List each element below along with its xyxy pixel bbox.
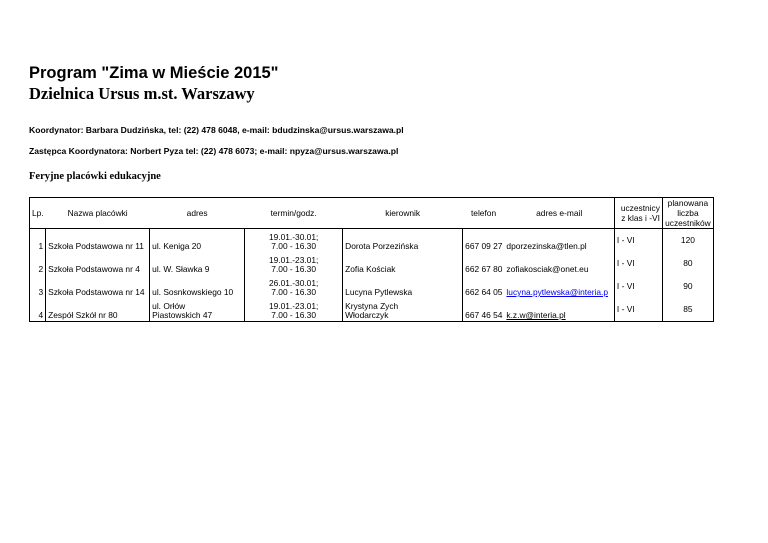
deputy-coordinator-info: Zastępca Koordynatora: Norbert Pyza tel: (22) 478 6073; e-mail: npyza@ursus.warszawa.pl	[29, 146, 399, 156]
cell-term-line1: 19.01.-23.01;	[268, 255, 319, 265]
cell-term-line2: 7.00 - 16.30	[271, 287, 316, 297]
cell-participants: I - VI	[614, 229, 662, 253]
cell-phone: 662 67 80	[463, 252, 505, 275]
cell-term-line2: 7.00 - 16.30	[271, 264, 316, 274]
cell-planned: 80	[662, 252, 713, 275]
cell-manager-line1: Lucyna Pytlewska	[345, 287, 413, 297]
header-lp: Lp.	[30, 198, 46, 229]
table-row	[30, 298, 714, 322]
cell-term-line1: 19.01.-30.01;	[268, 232, 319, 242]
section-heading: Feryjne placówki edukacyjne	[29, 171, 161, 182]
header-participants-line1: uczestnicy	[620, 203, 660, 213]
cell-planned: 85	[662, 298, 713, 322]
cell-address	[150, 229, 245, 253]
header-planned	[662, 198, 713, 229]
cell-address-line2: Piastowskich 47	[152, 310, 213, 320]
email-link[interactable]: lucyna.pytlewska@interia.p	[506, 287, 609, 297]
header-term: termin/godz.	[245, 198, 343, 229]
cell-manager-line2: Włodarczyk	[345, 310, 389, 320]
header-planned-line2: liczba	[677, 208, 699, 218]
cell-participants: I - VI	[614, 275, 662, 298]
cell-manager-line1: Krystyna Zych	[345, 301, 399, 311]
header-participants-line2: z klas i -VI	[621, 213, 660, 223]
cell-planned: 90	[662, 275, 713, 298]
cell-address	[150, 252, 245, 275]
cell-term	[245, 298, 343, 322]
cell-name: Szkoła Podstawowa nr 14	[46, 275, 150, 298]
cell-lp: 1	[30, 229, 46, 253]
cell-address	[150, 275, 245, 298]
cell-address-line1: ul. Sosnkowskiego 10	[152, 287, 234, 297]
cell-email	[504, 298, 614, 322]
email-link[interactable]: zofiakosciak@onet.eu	[506, 264, 589, 274]
email-link[interactable]: k.z.w@interia.pl	[506, 310, 566, 320]
cell-participants: I - VI	[614, 252, 662, 275]
cell-email	[504, 275, 614, 298]
coordinator-info: Koordynator: Barbara Dudzińska, tel: (22) 478 6048, e-mail: bdudzinska@ursus.warszawa.pl	[29, 125, 404, 135]
cell-address-line1: ul. Orłów	[152, 301, 186, 311]
cell-term-line1: 26.01.-30.01;	[268, 278, 319, 288]
header-planned-line3: uczestników	[665, 218, 711, 228]
cell-address	[150, 298, 245, 322]
header-email: adres e-mail	[504, 198, 614, 229]
header-planned-line1: planowana	[667, 198, 709, 208]
cell-term	[245, 252, 343, 275]
cell-manager	[343, 252, 463, 275]
cell-manager	[343, 229, 463, 253]
header-name: Nazwa placówki	[46, 198, 150, 229]
cell-manager	[343, 298, 463, 322]
cell-planned: 120	[662, 229, 713, 253]
header-phone: telefon	[463, 198, 505, 229]
table-header-row	[30, 198, 714, 229]
cell-lp: 4	[30, 298, 46, 322]
facilities-table	[29, 197, 714, 322]
cell-lp: 2	[30, 252, 46, 275]
cell-term	[245, 275, 343, 298]
cell-lp: 3	[30, 275, 46, 298]
page-title: Program "Zima w Mieście 2015"	[29, 64, 279, 82]
cell-manager	[343, 275, 463, 298]
cell-term	[245, 229, 343, 253]
cell-name: Szkoła Podstawowa nr 11	[46, 229, 150, 253]
cell-address-line1: ul. Keniga 20	[152, 241, 202, 251]
header-participants	[614, 198, 662, 229]
cell-address-line1: ul. W. Sławka 9	[152, 264, 210, 274]
table-row	[30, 275, 714, 298]
cell-manager-line1: Dorota Porzezińska	[345, 241, 419, 251]
email-link[interactable]: dporzezinska@tlen.pl	[506, 241, 587, 251]
cell-term-line2: 7.00 - 16.30	[271, 241, 316, 251]
cell-email	[504, 252, 614, 275]
cell-name: Zespół Szkół nr 80	[46, 298, 150, 322]
page-subtitle: Dzielnica Ursus m.st. Warszawy	[29, 84, 255, 103]
cell-phone: 667 09 27	[463, 229, 505, 253]
cell-name: Szkoła Podstawowa nr 4	[46, 252, 150, 275]
table-row	[30, 229, 714, 253]
header-manager: kierownik	[343, 198, 463, 229]
cell-phone: 662 64 05	[463, 275, 505, 298]
cell-participants: I - VI	[614, 298, 662, 322]
cell-term-line1: 19.01.-23.01;	[268, 301, 319, 311]
header-address: adres	[150, 198, 245, 229]
cell-email	[504, 229, 614, 253]
cell-phone: 667 46 54	[463, 298, 505, 322]
cell-manager-line1: Zofia Kościak	[345, 264, 396, 274]
table-row	[30, 252, 714, 275]
cell-term-line2: 7.00 - 16.30	[271, 310, 316, 320]
